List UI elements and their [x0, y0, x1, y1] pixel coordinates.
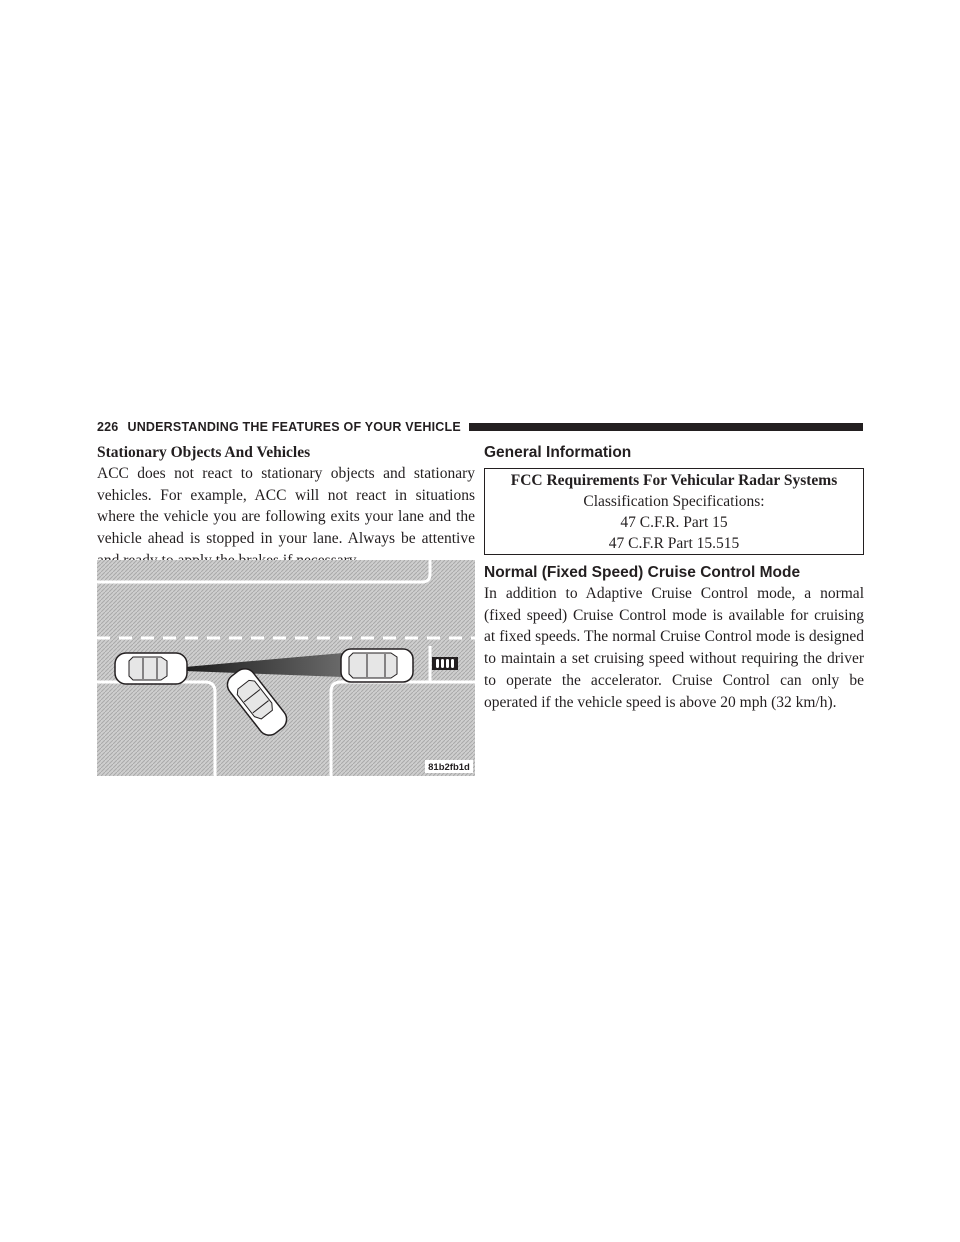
- normal-cruise-heading: Normal (Fixed Speed) Cruise Control Mode: [484, 564, 801, 581]
- page-header: [97, 419, 863, 435]
- acc-illustration: [97, 560, 475, 776]
- fcc-box-title: FCC Requirements For Vehicular Radar Systems: [510, 472, 838, 489]
- left-column: [97, 443, 475, 572]
- fcc-box-line: Classification Specifications:: [583, 493, 765, 510]
- fcc-box-line: 47 C.F.R Part 15.515: [608, 535, 740, 552]
- section-title: UNDERSTANDING THE FEATURES OF YOUR VEHICLE: [127, 420, 461, 434]
- stationary-objects-heading: Stationary Objects And Vehicles: [97, 444, 311, 461]
- stopped-vehicle: [341, 649, 413, 682]
- acc-distance-bars-icon: [432, 657, 458, 670]
- right-column: [484, 443, 864, 713]
- figure-code: 81b2fb1d: [428, 762, 470, 773]
- normal-cruise-paragraph: In addition to Adaptive Cruise Control mode, a normal (fixed speed) Cruise Control mode is available for cruising at fixed speeds. The normal Cruise Control mode is designed to maintain a set cruising speed without requiring the driver to operate the accelerator. Cruise Control can only be operated if the vehicle speed is above 20 mph (32 km/h).: [484, 585, 864, 711]
- fcc-box-line: 47 C.F.R. Part 15: [620, 514, 728, 531]
- fcc-requirements-box: [484, 468, 864, 555]
- page-number: 226: [97, 420, 119, 434]
- general-information-heading: General Information: [484, 444, 632, 461]
- header-rule: [469, 423, 863, 431]
- ego-car: [115, 653, 187, 684]
- stationary-objects-paragraph: ACC does not react to stationary objects and stationary vehicles. For example, ACC will not react in situations where the vehicle you are following exits your lane and the vehicle ahead is stopped in your lane. Always be attentive: [97, 465, 475, 548]
